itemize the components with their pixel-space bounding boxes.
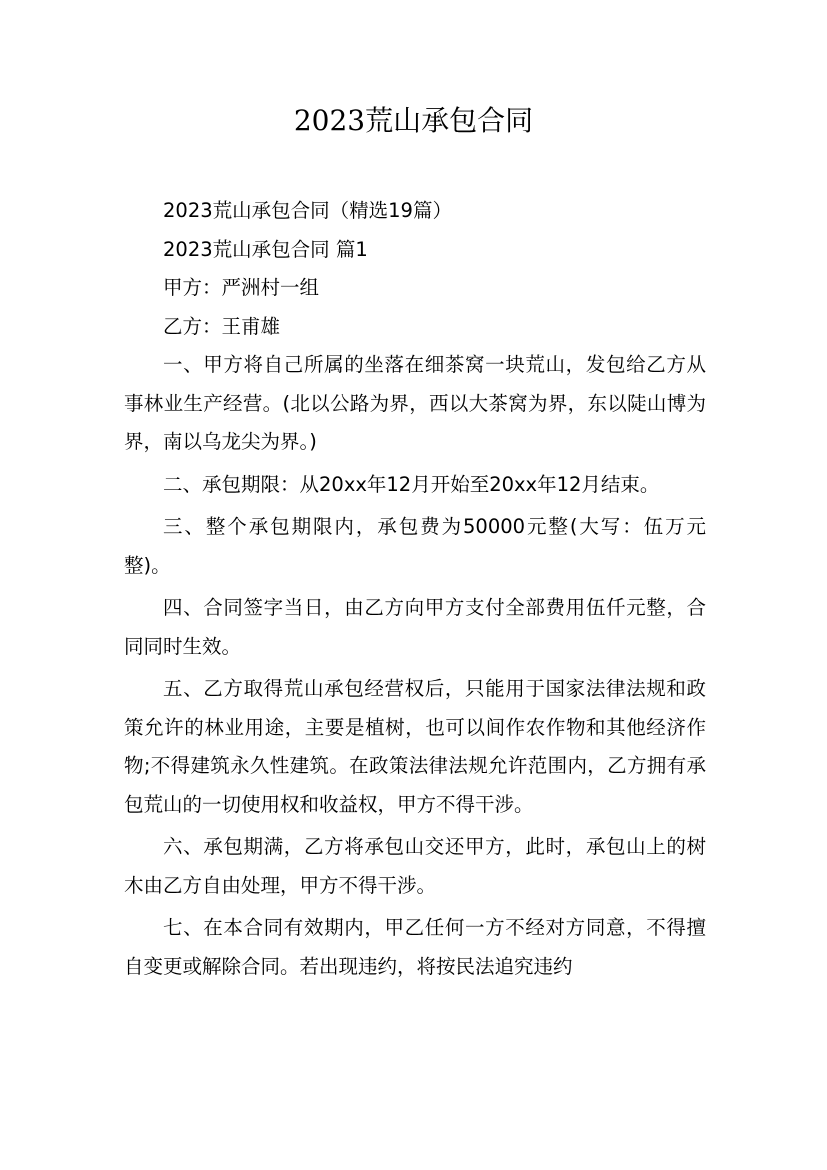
- paragraph-subtitle: 2023荒山承包合同（精选19篇）: [163, 199, 452, 222]
- paragraph-clause-5: 五、乙方取得荒山承包经营权后，只能用于国家法律法规和政策允许的林业用途，主要是植树，也可以间作农作物和其他经济作物;不得建筑永久性建筑。在政策法律法规允许范围内，乙方拥有承包荒山的一切使用权和收益权，甲方不得干涉。: [124, 677, 706, 816]
- paragraph-section-heading: 2023荒山承包合同 篇1: [163, 237, 368, 261]
- paragraph-clause-4: 四、合同签字当日，由乙方向甲方支付全部费用伍仟元整，合同同时生效。: [124, 596, 706, 658]
- document-title: 2023荒山承包合同: [293, 104, 534, 137]
- document-body: [124, 192, 706, 986]
- paragraph-clause-3: 三、整个承包期限内，承包费为50000元整(大写：伍万元整)。: [124, 515, 706, 577]
- paragraph-clause-7: 七、在本合同有效期内，甲乙任何一方不经对方同意，不得擅自变更或解除合同。若出现违约，将按民法追究违约: [124, 916, 706, 978]
- paragraph-clause-6: 六、承包期满，乙方将承包山交还甲方，此时，承包山上的树木由乙方自由处理，甲方不得干涉。: [124, 835, 706, 897]
- paragraph-clause-2: 二、承包期限：从20xx年12月开始至20xx年12月结束。: [163, 472, 660, 496]
- paragraph-party-a: 甲方：严洲村一组: [163, 276, 320, 299]
- paragraph-clause-1: 一、甲方将自己所属的坐落在细茶窝一块荒山，发包给乙方从事林业生产经营。(北以公路为界，西以大茶窝为界，东以陡山博为界，南以乌龙尖为界。): [124, 353, 706, 453]
- paragraph-party-b: 乙方：王甫雄: [163, 314, 281, 338]
